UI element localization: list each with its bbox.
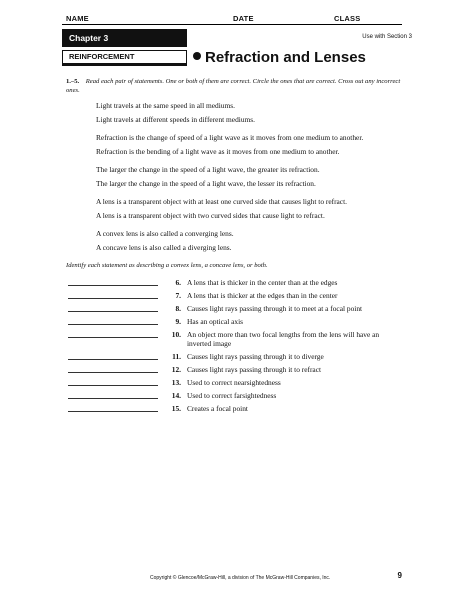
answer-blank[interactable] — [68, 398, 158, 399]
page-number: 9 — [397, 571, 402, 580]
name-label: NAME — [66, 14, 89, 23]
class-label: CLASS — [334, 14, 361, 23]
answer-blank[interactable] — [68, 359, 158, 360]
reinforcement-label: REINFORCEMENT — [62, 50, 187, 64]
list-item — [68, 377, 408, 387]
part1-number: 1.–5. — [66, 78, 80, 85]
item-number: 13. — [171, 378, 181, 387]
list-item — [68, 390, 408, 400]
answer-blank[interactable] — [68, 411, 158, 412]
item-text: A lens that is thicker at the edges than in the center — [187, 291, 338, 300]
statement-1a[interactable]: Light travels at the same speed in all mediums. — [96, 101, 235, 110]
header-rule — [62, 24, 402, 25]
statement-1b[interactable]: Light travels at different speeds in different mediums. — [96, 115, 255, 124]
statement-4a[interactable]: A lens is a transparent object with at least one curved side that causes light to refract. — [96, 197, 347, 206]
part1-instructions-text: Read each pair of statements. One or both of them are correct. Circle the ones that are correct. Cross out any incorrect ones. — [66, 78, 401, 94]
answer-blank[interactable] — [68, 324, 158, 325]
item-number: 14. — [171, 391, 181, 400]
item-text: Causes light rays passing through it to refract — [187, 365, 322, 374]
bullet-icon — [193, 52, 201, 60]
item-text: Has an optical axis — [187, 317, 244, 326]
item-text: Creates a focal point — [187, 404, 248, 413]
item-text: Causes light rays passing through it to diverge — [187, 352, 324, 361]
item-number: 7. — [175, 291, 181, 300]
item-text: An object more than two focal lengths from the lens will have an inverted image — [187, 330, 380, 348]
statement-4b[interactable]: A lens is a transparent object with two curved sides that cause light to refract. — [96, 211, 325, 220]
page-title — [193, 49, 366, 66]
item-number: 11. — [172, 352, 181, 361]
statement-3a[interactable]: The larger the change in the speed of a light wave, the greater its refraction. — [96, 165, 320, 174]
list-item — [68, 277, 408, 287]
answer-blank[interactable] — [68, 385, 158, 386]
statement-3b[interactable]: The larger the change in the speed of a light wave, the lesser its refraction. — [96, 179, 316, 188]
item-text: Causes light rays passing through it to meet at a focal point — [187, 304, 363, 313]
list-item — [68, 351, 408, 361]
reinforcement-underline — [62, 64, 187, 66]
answer-blank[interactable] — [68, 311, 158, 312]
item-number: 9. — [175, 317, 181, 326]
part2-instructions: Identify each statement as describing a convex lens, a concave lens, or both. — [66, 262, 268, 269]
use-with-note: Use with Section 3 — [362, 34, 412, 40]
item-text: Used to correct farsightedness — [187, 391, 277, 400]
list-item — [68, 403, 408, 413]
list-item — [68, 303, 408, 313]
item-text: Used to correct nearsightedness — [187, 378, 281, 387]
answer-blank[interactable] — [68, 337, 158, 338]
list-item — [68, 316, 408, 326]
statement-2b[interactable]: Refraction is the bending of a light wave as it moves from one medium to another. — [96, 147, 340, 156]
chapter-label: Chapter 3 — [62, 29, 187, 47]
answer-blank[interactable] — [68, 285, 158, 286]
answer-blank[interactable] — [68, 298, 158, 299]
list-item — [68, 329, 408, 348]
statement-5b[interactable]: A concave lens is also called a diverging lens. — [96, 243, 232, 252]
item-text: A lens that is thicker in the center than at the edges — [187, 278, 338, 287]
statement-5a[interactable]: A convex lens is also called a converging lens. — [96, 229, 234, 238]
item-number: 6. — [175, 278, 181, 287]
part1-instructions — [66, 78, 401, 95]
title-text: Refraction and Lenses — [205, 49, 366, 66]
list-item — [68, 290, 408, 300]
item-number: 15. — [171, 404, 181, 413]
item-number: 12. — [171, 365, 181, 374]
date-label: DATE — [233, 14, 254, 23]
answer-blank[interactable] — [68, 372, 158, 373]
copyright-footer: Copyright © Glencoe/McGraw-Hill, a division of The McGraw-Hill Companies, Inc. — [150, 575, 331, 581]
statement-2a[interactable]: Refraction is the change of speed of a light wave as it moves from one medium to another. — [96, 133, 364, 142]
item-number: 8. — [175, 304, 181, 313]
list-item — [68, 364, 408, 374]
item-number: 10. — [171, 330, 181, 339]
